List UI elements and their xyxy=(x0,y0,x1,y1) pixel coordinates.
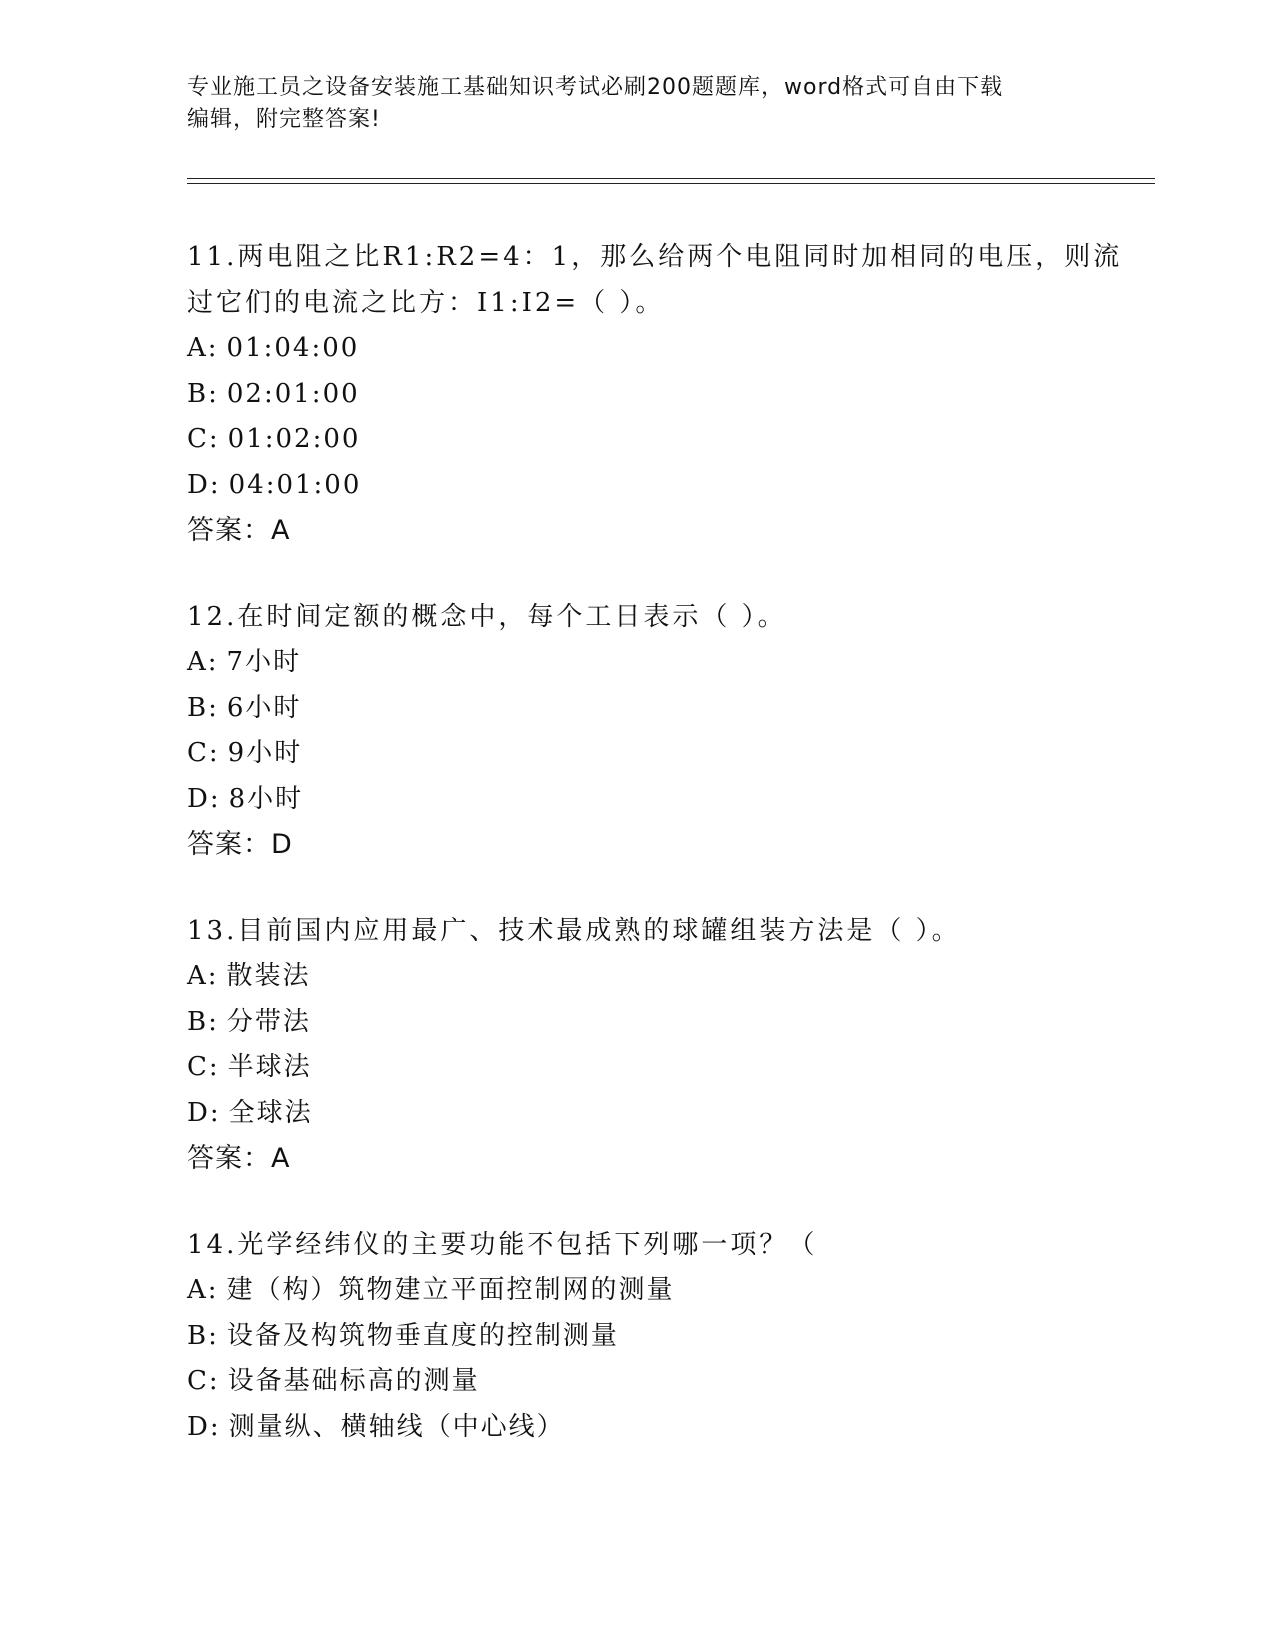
option-text: 全球法 xyxy=(228,1097,313,1128)
option-label: B: xyxy=(187,1320,219,1351)
question-13 xyxy=(187,908,1147,1181)
option-text: 6小时 xyxy=(226,692,302,723)
option-label: D: xyxy=(187,1097,221,1128)
option-text: 散装法 xyxy=(226,961,311,991)
option-a xyxy=(187,954,1147,1000)
question-stem-line: 13.目前国内应用最广、技术最成熟的球罐组装方法是（ ）。 xyxy=(187,916,961,946)
answer: 答案：A xyxy=(187,1143,291,1174)
option-a xyxy=(187,1268,1147,1314)
option-text: 01:02:00 xyxy=(227,424,361,454)
option-label: C: xyxy=(187,1052,220,1082)
option-c xyxy=(187,1359,1147,1405)
option-d xyxy=(187,1091,1147,1137)
option-d xyxy=(187,463,1147,509)
question-stem-line: 过它们的电流之比方：I1:I2=（ ）。 xyxy=(187,288,665,318)
option-a xyxy=(187,640,1147,686)
option-label: A: xyxy=(187,1275,219,1305)
answer: 答案：D xyxy=(187,829,293,860)
option-text: 分带法 xyxy=(226,1006,311,1037)
option-text: 04:01:00 xyxy=(228,469,362,500)
option-text: 7小时 xyxy=(226,647,302,677)
option-d xyxy=(187,777,1147,823)
option-text: 半球法 xyxy=(227,1052,312,1082)
option-c xyxy=(187,1045,1147,1091)
option-c xyxy=(187,417,1147,463)
question-11 xyxy=(187,234,1147,553)
header-divider-top xyxy=(187,178,1155,179)
option-c xyxy=(187,731,1147,777)
option-d xyxy=(187,1405,1147,1451)
option-label: C: xyxy=(187,1366,220,1396)
option-b xyxy=(187,1000,1147,1046)
option-text: 01:04:00 xyxy=(226,333,360,363)
option-text: 设备及构筑物垂直度的控制测量 xyxy=(226,1320,619,1351)
option-b xyxy=(187,686,1147,732)
option-label: D: xyxy=(187,1411,221,1442)
header-line-1: 专业施工员之设备安装施工基础知识考试必刷200题题库，word格式可自由下载 xyxy=(187,75,1004,100)
option-label: A: xyxy=(187,961,219,991)
header-line-2: 编辑，附完整答案! xyxy=(187,107,381,132)
option-label: A: xyxy=(187,647,219,677)
option-text: 建（构）筑物建立平面控制网的测量 xyxy=(226,1275,675,1305)
question-stem-line: 14.光学经纬仪的主要功能不包括下列哪一项？（ xyxy=(187,1230,818,1260)
option-label: B: xyxy=(187,692,219,723)
option-text: 8小时 xyxy=(228,783,304,814)
question-list xyxy=(187,234,1147,1491)
option-b xyxy=(187,1314,1147,1360)
option-label: D: xyxy=(187,783,221,814)
question-stem-line: 12.在时间定额的概念中，每个工日表示（ ）。 xyxy=(187,602,787,632)
option-text: 9小时 xyxy=(227,738,303,768)
answer: 答案：A xyxy=(187,515,291,546)
option-text: 测量纵、横轴线（中心线） xyxy=(228,1411,565,1442)
header-divider-bottom xyxy=(187,183,1155,184)
option-label: B: xyxy=(187,378,219,409)
option-a xyxy=(187,326,1147,372)
question-stem-line: 11.两电阻之比R1:R2=4：1，那么给两个电阻同时加相同的电压，则流 xyxy=(187,242,1123,272)
option-label: C: xyxy=(187,424,220,454)
document-header xyxy=(187,72,1087,136)
option-b xyxy=(187,372,1147,418)
option-text: 设备基础标高的测量 xyxy=(227,1366,480,1396)
option-text: 02:01:00 xyxy=(226,378,360,409)
option-label: B: xyxy=(187,1006,219,1037)
option-label: C: xyxy=(187,738,220,768)
question-12 xyxy=(187,594,1147,867)
option-label: A: xyxy=(187,333,219,363)
option-label: D: xyxy=(187,469,221,500)
question-14 xyxy=(187,1222,1147,1450)
